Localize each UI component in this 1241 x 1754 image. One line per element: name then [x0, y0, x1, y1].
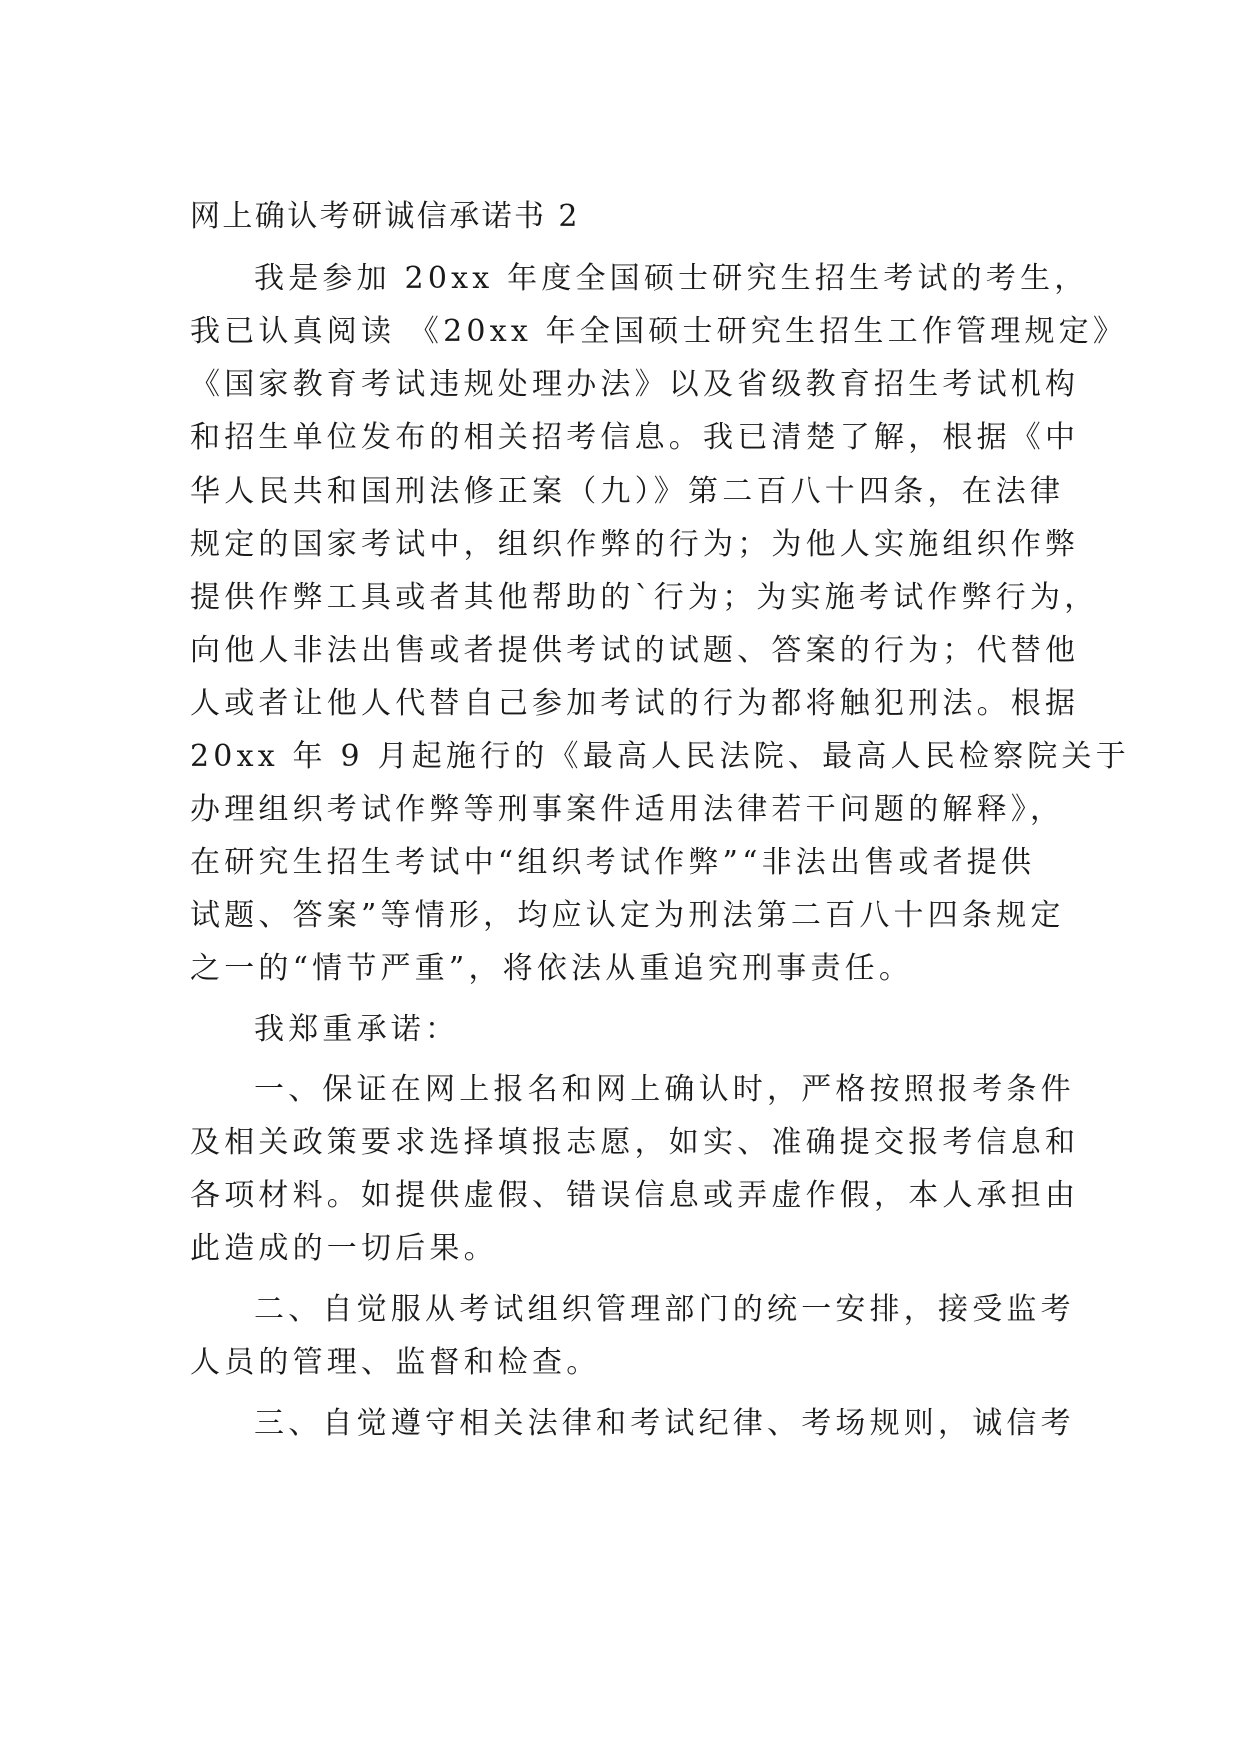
pledge-item-2-line: 二、自觉服从考试组织管理部门的统一安排，接受监考 [254, 1292, 1075, 1327]
paragraph-line: 和招生单位发布的相关招考信息。我已清楚了解，根据《中 [190, 420, 1080, 455]
pledge-item-1-line: 各项材料。如提供虚假、错误信息或弄虚作假，本人承担由 [190, 1178, 1080, 1213]
paragraph-line: 在研究生招生考试中“组织考试作弊”“非法出售或者提供 [190, 845, 1036, 880]
paragraph-line: 20xx 年 9 月起施行的《最高人民法院、最高人民检察院关于 [190, 739, 1130, 774]
pledge-item-1-line: 及相关政策要求选择填报志愿，如实、准确提交报考信息和 [190, 1125, 1080, 1160]
paragraph-line: 之一的“情节严重”，将依法从重追究刑事责任。 [190, 951, 914, 986]
pledge-intro: 我郑重承诺： [254, 1012, 460, 1047]
pledge-item-1-line: 一、保证在网上报名和网上确认时，严格按照报考条件 [254, 1072, 1075, 1107]
paragraph-line: 规定的国家考试中，组织作弊的行为；为他人实施组织作弊 [190, 527, 1080, 562]
paragraph-line: 我是参加 20xx 年度全国硕士研究生招生考试的考生， [254, 261, 1089, 296]
paragraph-line: 向他人非法出售或者提供考试的试题、答案的行为；代替他 [190, 633, 1080, 668]
paragraph-line: 《国家教育考试违规处理办法》以及省级教育招生考试机构 [190, 367, 1080, 402]
paragraph-line: 华人民共和国刑法修正案（九）》第二百八十四条，在法律 [190, 474, 1065, 509]
paragraph-line: 人或者让他人代替自己参加考试的行为都将触犯刑法。根据 [190, 686, 1080, 721]
pledge-item-1-line: 此造成的一切后果。 [190, 1231, 498, 1266]
pledge-item-3-line: 三、自觉遵守相关法律和考试纪律、考场规则，诚信考 [254, 1406, 1075, 1441]
paragraph-line: 提供作弊工具或者其他帮助的`行为；为实施考试作弊行为， [190, 580, 1099, 615]
document-title: 网上确认考研诚信承诺书 2 [190, 199, 580, 234]
paragraph-line: 办理组织考试作弊等刑事案件适用法律若干问题的解释》， [190, 792, 1065, 827]
paragraph-line: 试题、答案”等情形，均应认定为刑法第二百八十四条规定 [190, 898, 1065, 933]
paragraph-line: 我已认真阅读 《20xx 年全国硕士研究生招生工作管理规定》 [190, 314, 1128, 349]
pledge-item-2-line: 人员的管理、监督和检查。 [190, 1345, 601, 1380]
